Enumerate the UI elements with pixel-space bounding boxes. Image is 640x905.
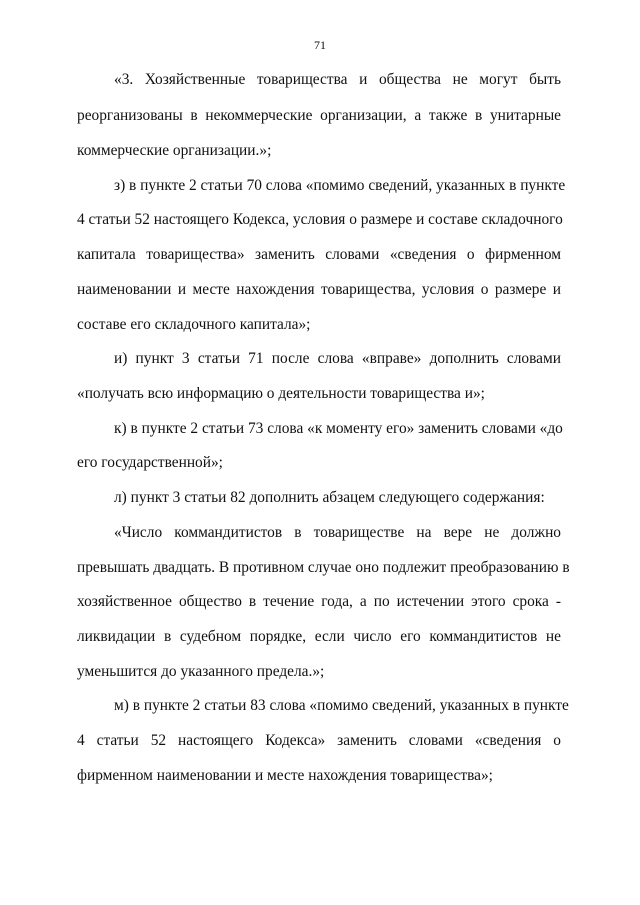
text-line: коммерческие организации.»;	[77, 142, 272, 159]
text-line: 4 статьи 52 настоящего Кодекса» заменить словами «сведения о	[77, 732, 561, 749]
text-line: «Число коммандитистов в товариществе на вере не должно	[114, 524, 561, 541]
text-line: к) в пункте 2 статьи 73 слова «к моменту его» заменить словами «до	[114, 420, 563, 437]
text-line: реорганизованы в некоммерческие организации, а также в унитарные	[77, 107, 561, 124]
text-line: «получать всю информацию о деятельности товарищества и»;	[77, 385, 485, 402]
text-line: л) пункт 3 статьи 82 дополнить абзацем следующего содержания:	[114, 489, 545, 506]
text-line: превышать двадцать. В противном случае оно подлежит преобразованию в	[77, 559, 570, 576]
text-line: «3. Хозяйственные товарищества и общества не могут быть	[114, 71, 561, 88]
text-line: капитала товарищества» заменить словами «сведения о фирменном	[77, 246, 561, 263]
text-line: уменьшится до указанного предела.»;	[77, 663, 325, 680]
text-line: наименовании и месте нахождения товарищества, условия о размере и	[77, 281, 561, 298]
text-line: и) пункт 3 статьи 71 после слова «вправе» дополнить словами	[114, 350, 561, 367]
text-line: м) в пункте 2 статьи 83 слова «помимо сведений, указанных в пункте	[114, 697, 569, 714]
text-line: фирменном наименовании и месте нахождения товарищества»;	[77, 767, 493, 784]
text-line: составе его складочного капитала»;	[77, 316, 311, 333]
text-line: его государственной»;	[77, 454, 223, 471]
page-number: 71	[314, 38, 326, 52]
text-line: хозяйственное общество в течение года, а по истечении этого срока -	[77, 593, 561, 610]
text-line: ликвидации в судебном порядке, если число его коммандитистов не	[77, 628, 561, 645]
text-line: 4 статьи 52 настоящего Кодекса, условия о размере и составе складочного	[77, 211, 563, 228]
text-line: з) в пункте 2 статьи 70 слова «помимо сведений, указанных в пункте	[114, 177, 566, 194]
